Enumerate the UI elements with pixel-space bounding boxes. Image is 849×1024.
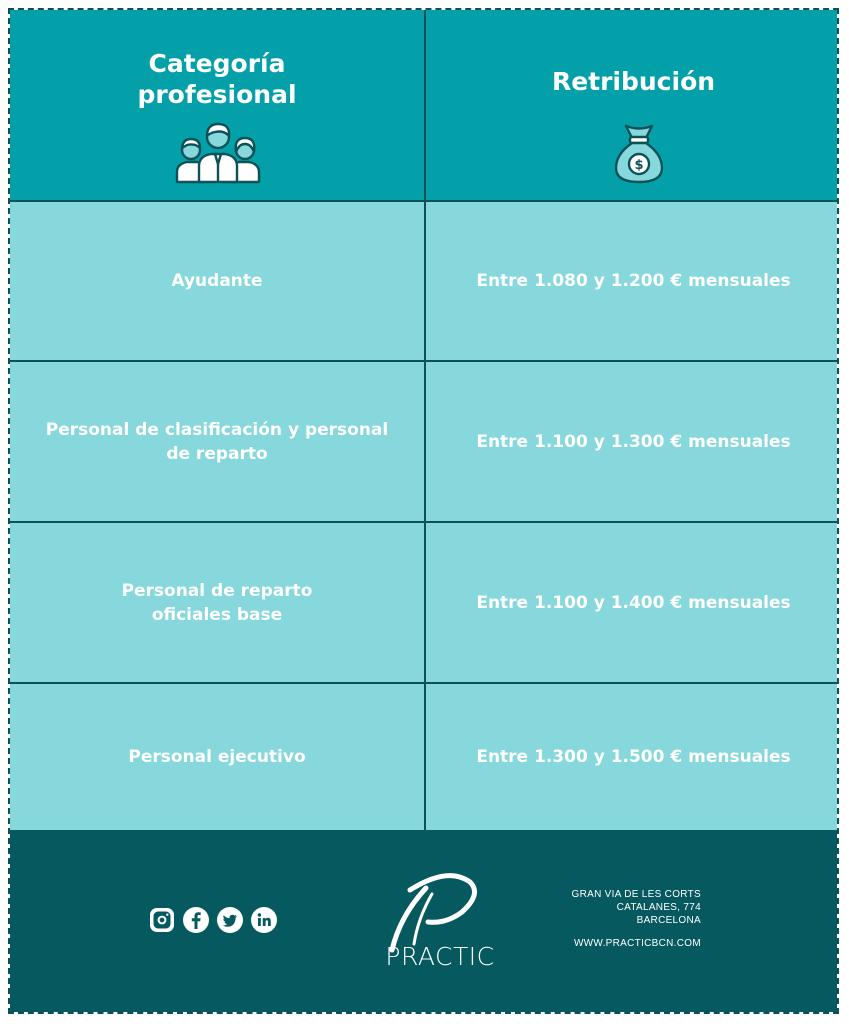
address-line: GRAN VIA DE LES CORTS <box>571 889 701 900</box>
pay-cell: Entre 1.100 y 1.400 € mensuales <box>476 592 791 613</box>
pay-cell: Entre 1.300 y 1.500 € mensuales <box>476 747 791 767</box>
category-cell: Personal de clasificación y personal de reparto <box>10 362 426 521</box>
category-cell: Ayudante <box>10 202 426 360</box>
money-bag-icon <box>612 122 666 186</box>
website-link[interactable]: WWW.PRACTICBCN.COM <box>573 938 701 949</box>
address <box>572 888 701 927</box>
table-row <box>10 360 837 521</box>
address-line: BARCELONA <box>636 915 701 926</box>
footer <box>10 830 837 1014</box>
linkedin-icon[interactable] <box>250 906 278 934</box>
social-links <box>148 906 278 934</box>
table-row <box>10 682 837 830</box>
header-pay-title: Retribución <box>551 67 716 96</box>
svg-text:$: $ <box>634 158 644 173</box>
header-category <box>10 10 426 200</box>
header-category-title <box>10 48 424 110</box>
facebook-icon[interactable] <box>182 906 210 934</box>
table-header <box>10 10 837 200</box>
address-line: CATALANES, 774 <box>616 902 701 913</box>
pay-cell: Entre 1.100 y 1.300 € mensuales <box>476 431 791 452</box>
header-pay <box>426 10 839 200</box>
salary-table-body <box>10 200 837 830</box>
brand-name: PRACTIC <box>385 942 495 971</box>
table-row <box>10 200 837 360</box>
twitter-icon[interactable] <box>216 906 244 934</box>
header-category-line1: Categoría <box>148 49 286 78</box>
group-people-icon <box>175 120 261 184</box>
salary-infographic <box>8 8 839 1014</box>
pay-cell: Entre 1.080 y 1.200 € mensuales <box>476 271 791 291</box>
header-category-line2: profesional <box>137 80 297 109</box>
instagram-icon[interactable] <box>148 906 176 934</box>
category-cell: Personal ejecutivo <box>10 684 426 830</box>
category-cell: Personal de reparto oficiales base <box>10 523 426 682</box>
table-row <box>10 521 837 682</box>
